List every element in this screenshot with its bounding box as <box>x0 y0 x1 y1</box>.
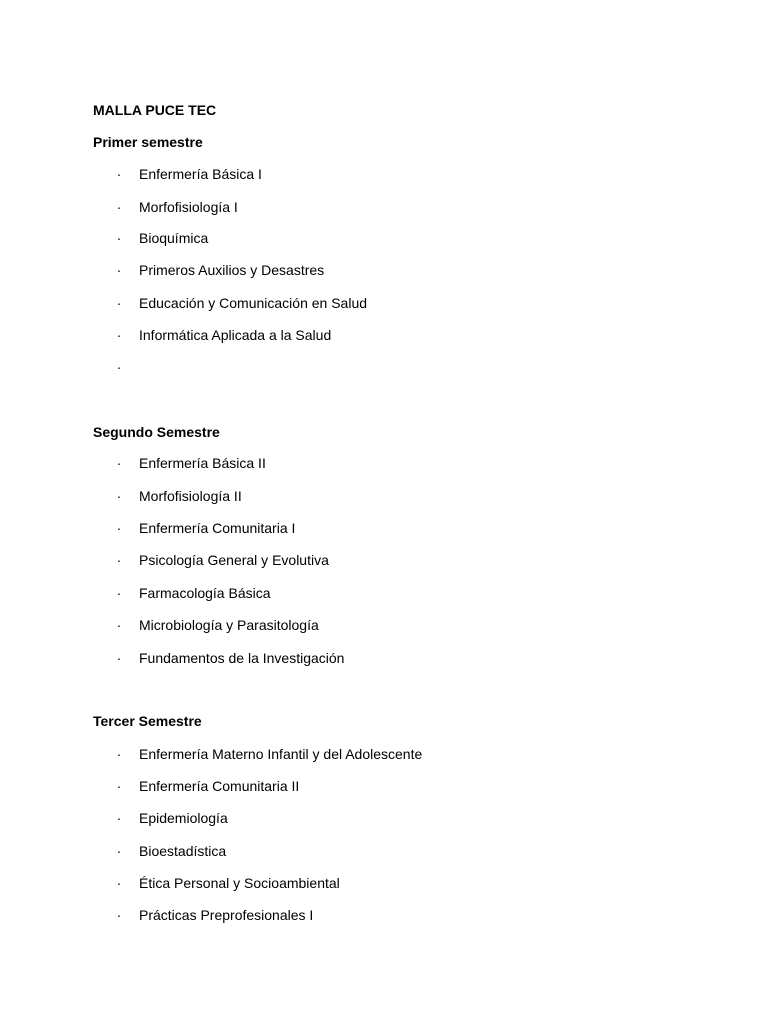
list-item: Informática Aplicada a la Salud <box>139 327 332 343</box>
list-item: Epidemiología <box>139 810 228 826</box>
list-item: Bioquímica <box>139 230 209 246</box>
list-item: Microbiología y Parasitología <box>139 617 319 633</box>
bullet-marker: · <box>116 585 122 601</box>
bullet-marker: · <box>116 552 122 568</box>
bullet-marker: · <box>116 488 122 504</box>
bullet-marker: · <box>116 327 122 343</box>
list-item: Educación y Comunicación en Salud <box>139 295 368 311</box>
list-item: Farmacología Básica <box>139 585 271 601</box>
list-item: Bioestadística <box>139 843 227 859</box>
bullet-marker: · <box>116 230 122 246</box>
bullet-marker: · <box>116 617 122 633</box>
bullet-marker: · <box>116 843 122 859</box>
list-item: Enfermería Comunitaria II <box>139 778 300 794</box>
list-item: Psicología General y Evolutiva <box>139 552 329 568</box>
bullet-marker: · <box>116 907 122 923</box>
list-item: Enfermería Básica II <box>139 455 266 471</box>
list-item: Morfofisiología II <box>139 488 242 504</box>
bullet-marker: · <box>116 455 122 471</box>
bullet-marker: · <box>116 199 122 215</box>
list-item: Enfermería Comunitaria I <box>139 520 296 536</box>
bullet-marker: · <box>116 166 122 182</box>
list-item: Fundamentos de la Investigación <box>139 650 345 666</box>
bullet-marker: · <box>116 746 122 762</box>
section-heading-tercer-semestre: Tercer Semestre <box>93 713 202 729</box>
bullet-marker: · <box>116 295 122 311</box>
section-heading-segundo-semestre: Segundo Semestre <box>93 424 220 440</box>
bullet-marker: · <box>116 650 122 666</box>
section-heading-primer-semestre: Primer semestre <box>93 134 203 150</box>
bullet-marker: · <box>116 810 122 826</box>
bullet-marker: · <box>116 778 122 794</box>
bullet-marker: · <box>116 520 122 536</box>
bullet-marker: · <box>116 875 122 891</box>
document-title: MALLA PUCE TEC <box>93 102 217 118</box>
list-item: Enfermería Materno Infantil y del Adolescente <box>139 746 423 762</box>
list-item: Primeros Auxilios y Desastres <box>139 262 325 278</box>
list-item: Ética Personal y Socioambiental <box>139 875 340 891</box>
list-item: Prácticas Preprofesionales I <box>139 907 314 923</box>
list-item: Enfermería Básica I <box>139 166 262 182</box>
bullet-marker: · <box>116 359 122 375</box>
list-item: Morfofisiología I <box>139 199 238 215</box>
bullet-marker: · <box>116 262 122 278</box>
